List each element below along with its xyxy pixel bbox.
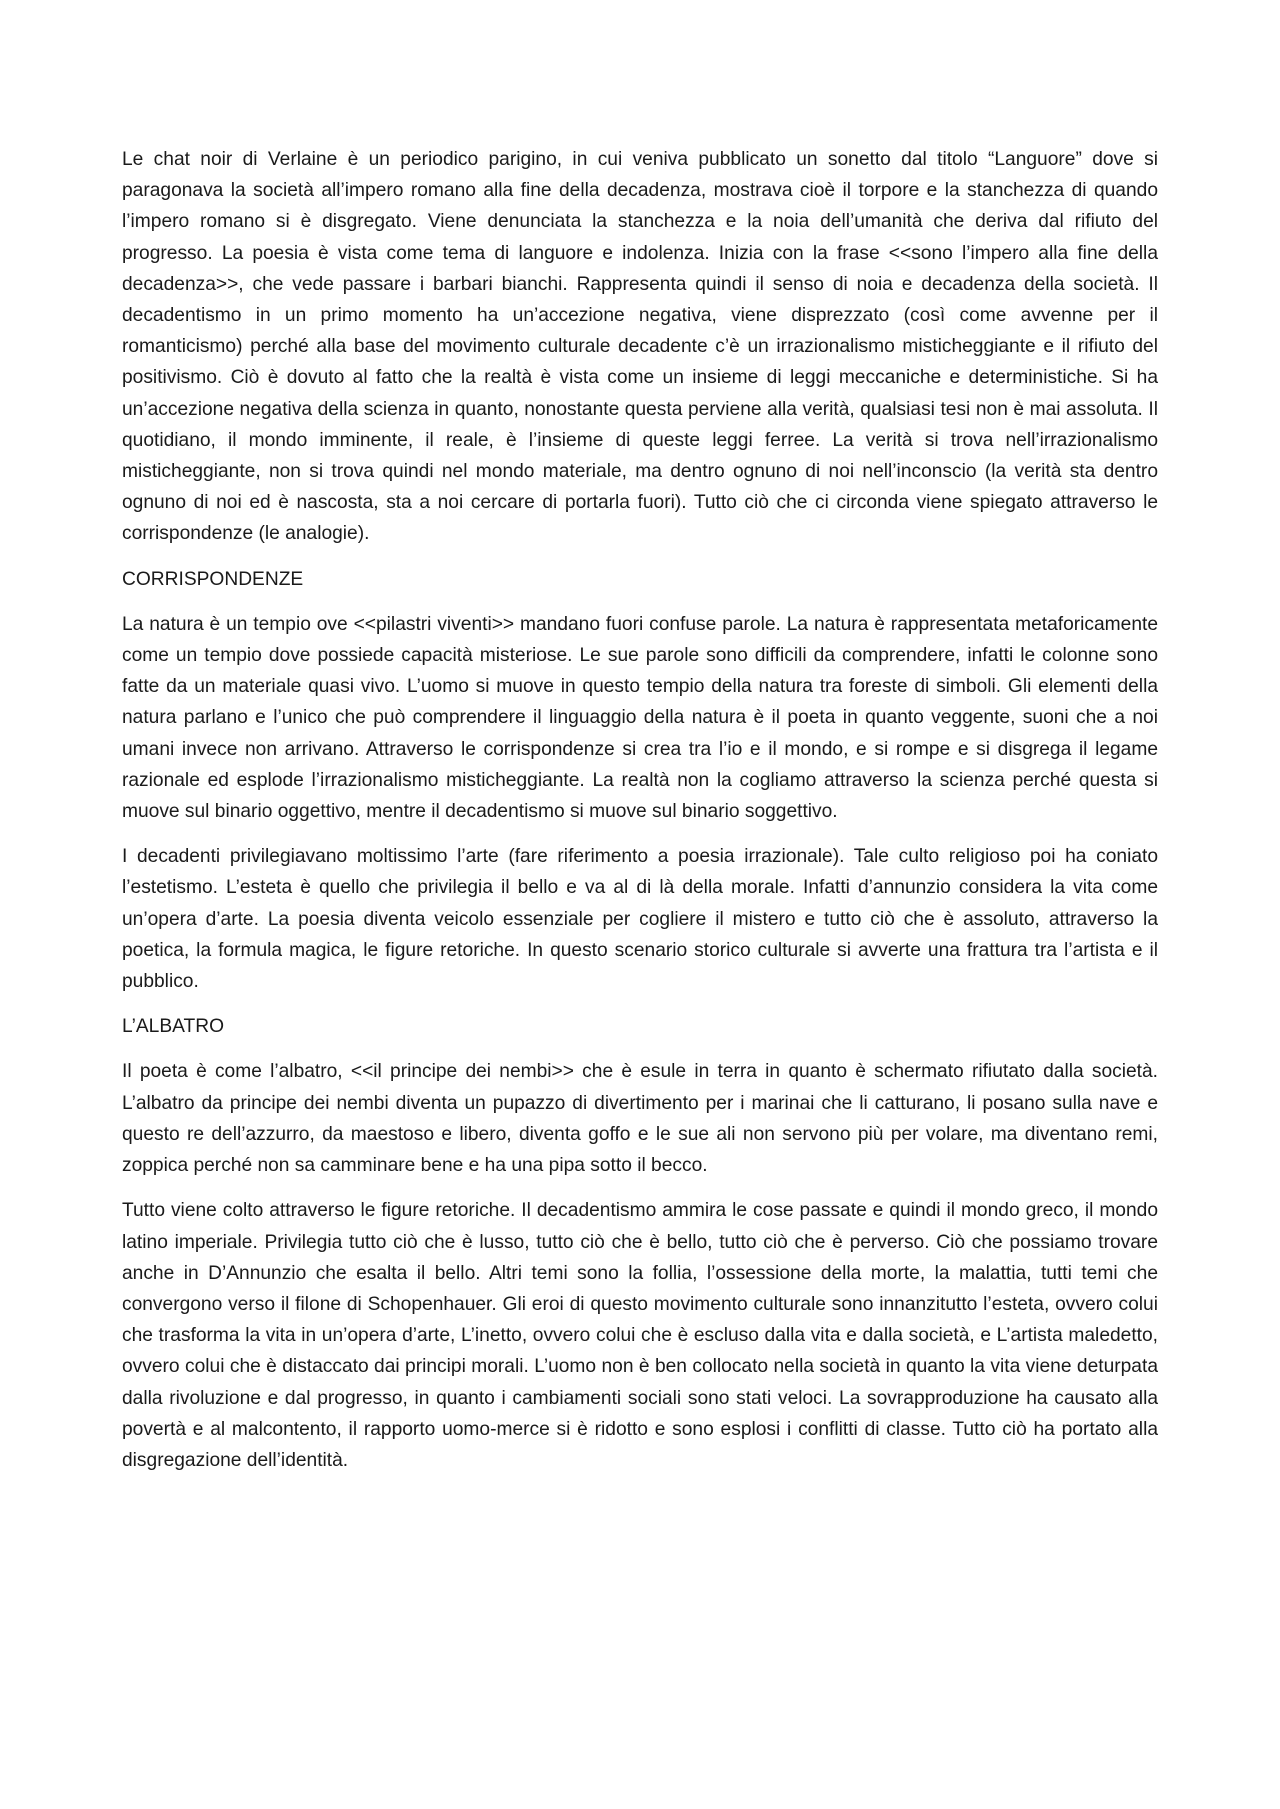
document-page bbox=[122, 144, 1158, 1490]
paragraph-poeta-albatro: Il poeta è come l’albatro, <<il principe dei nembi>> che è esule in terra in quanto è schermato rifiutato dalla società. L’albatro da principe dei nembi diventa un pupazzo di divertimento per i marinai che li catturano, li posano sulla nave e questo re dell’azzurro, da maestoso e libero, diventa goffo e le sue ali non servono più per volare, ma diventano remi, zoppica perché non sa camminare bene e ha una pipa sotto il becco. bbox=[122, 1061, 1158, 1177]
paragraph-chat-noir: Le chat noir di Verlaine è un periodico parigino, in cui veniva pubblicato un sonetto dal titolo “Languore” dove si paragonava la società all’impero romano alla fine della decadenza, mostrava cioè il torpore e la stanchezza di quando l’impero romano si è disgregato. Viene denunciata la stanchezza e la noia dell’umanità che deriva dal rifiuto del progresso. La poesia è vista come tema di languore e indolenza. Inizia con la frase <<sono l’impero alla fine della decadenza>>, che vede passare i barbari bianchi. Rappresenta quindi il senso di noia e decadenza della società. Il decadentismo in un primo momento ha un’accezione negativa, viene disprezzato (così come avvenne per il romanticismo) perché alla base del movimento culturale decadente c’è un irrazionalismo misticheggiante e il rifiuto del positivismo. Ciò è dovuto al fatto che la realtà è vista come un insieme di leggi meccaniche e deterministiche. Si ha un’accezione negativa della scienza in quanto, nonostante questa perviene alla verità, qualsiasi tesi non è mai assoluta. Il quotidiano, il mondo imminente, il reale, è l’insieme di queste leggi ferree. La verità si trova nell’irrazionalismo misticheggiante, non si trova quindi nel mondo materiale, ma dentro ognuno di noi nell’inconscio (la verità sta dentro ognuno di noi ed è nascosta, sta a noi cercare di portarla fuori). Tutto ciò che ci circonda viene spiegato attraverso le corrispondenze (le analogie). bbox=[122, 149, 1158, 545]
paragraph-natura-tempio: La natura è un tempio ove <<pilastri viventi>> mandano fuori confuse parole. La natura è rappresentata metaforicamente come un tempio dove possiede capacità misteriose. Le sue parole sono difficili da comprendere, infatti le colonne sono fatte da un materiale quasi vivo. L’uomo si muove in questo tempio della natura tra foreste di simboli. Gli elementi della natura parlano e l’unico che può comprendere il linguaggio della natura è il poeta in quanto veggente, suoni che a noi umani invece non arrivano. Attraverso le corrispondenze si crea tra l’io e il mondo, e si rompe e si disgrega il legame razionale ed esplode l’irrazionalismo misticheggiante. La realtà non la cogliamo attraverso la scienza perché questa si muove sul binario oggettivo, mentre il decadentismo si muove sul binario soggettivo. bbox=[122, 613, 1158, 823]
section-heading-albatro: L’ALBATRO bbox=[122, 1016, 225, 1038]
paragraph-estetismo: I decadenti privilegiavano moltissimo l’arte (fare riferimento a poesia irrazionale). Tale culto religioso poi ha coniato l’estetismo. L’esteta è quello che privilegia il bello e va al di là della morale. Infatti d’annunzio considera la vita come un’opera d’arte. La poesia diventa veicolo essenziale per cogliere il mistero e tutto ciò che è assoluto, attraverso la poetica, la formula magica, le figure retoriche. In questo scenario storico culturale si avverte una frattura tra l’artista e il pubblico. bbox=[122, 846, 1158, 993]
section-heading-corrispondenze: CORRISPONDENZE bbox=[122, 568, 304, 590]
paragraph-temi-decadentismo: Tutto viene colto attraverso le figure retoriche. Il decadentismo ammira le cose passate e quindi il mondo greco, il mondo latino imperiale. Privilegia tutto ciò che è lusso, tutto ciò che è bello, tutto ciò che è perverso. Ciò che possiamo trovare anche in D’Annunzio che esalta il bello. Altri temi sono la follia, l’ossessione della morte, la malattia, tutti temi che convergono verso il filone di Schopenhauer. Gli eroi di questo movimento culturale sono innanzitutto l’esteta, ovvero colui che trasforma la vita in un’opera d’arte, L’inetto, ovvero colui che è escluso dalla vita e dalla società, e L’artista maledetto, ovvero colui che è distaccato dai principi morali. L’uomo non è ben collocato nella società in quanto la vita viene deturpata dalla rivoluzione e dal progresso, in quanto i cambiamenti sociali sono stati veloci. La sovrapproduzione ha causato alla povertà e al malcontento, il rapporto uomo-merce si è ridotto e sono esplosi i conflitti di classe. Tutto ciò ha portato alla disgregazione dell’identità. bbox=[122, 1200, 1158, 1471]
